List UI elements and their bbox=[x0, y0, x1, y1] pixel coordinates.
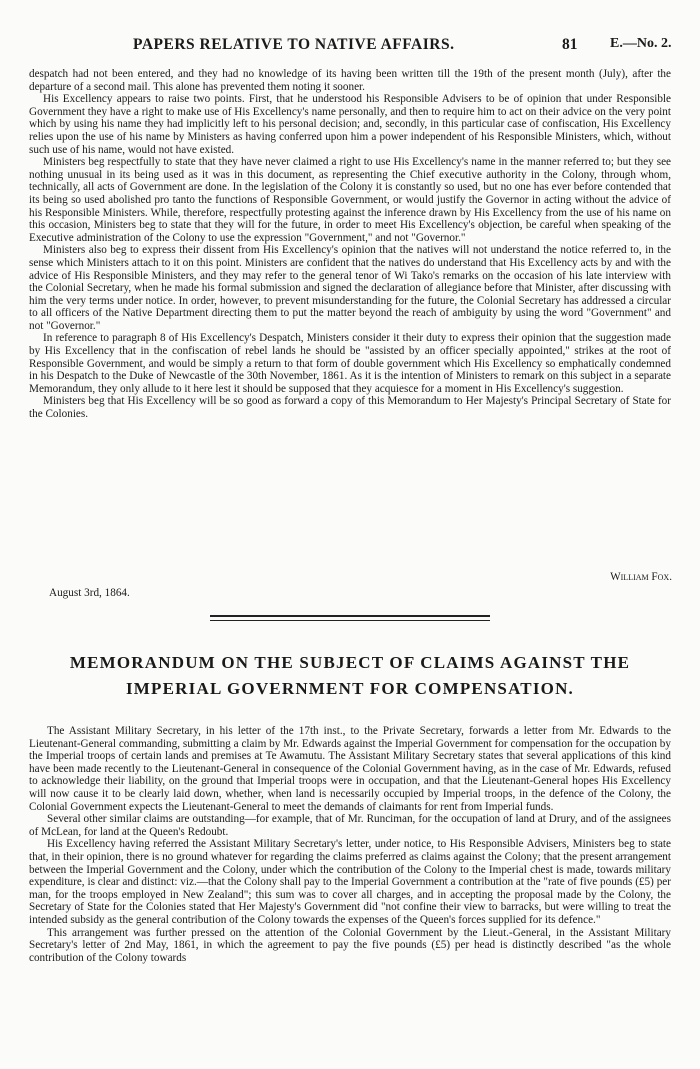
paragraph: His Excellency having referred the Assistant Military Secretary's letter, under notice, to His Responsible Advisers, Ministers beg to state that, in their opinion, there is no ground whatever for regarding the claims preferred as claims against the Colony; that the present arrangement between the Imperial Government and the Colony, under which the contribution of the Colony to the Imperial chest is made, towards military expenditure, is clear and distinct: viz.—that the Colony shall pay to the Imperial Government a contribution at the "rate of five pounds (£5) per man, for the troops employed in New Zealand"; this sum was to cover all charges, and in accepting the proposal made by the Colony, the Secretary of State for the Colonies stated that Her Majesty's Government did "not confine their view to barracks, but were willing to treat the intended subsidy as the general contribution of the Colony towards the expenses of the Queen's forces supplied for its defence." bbox=[29, 838, 671, 926]
memorandum-two-body bbox=[29, 725, 671, 964]
document-reference: E.—No. 2. bbox=[610, 36, 672, 51]
memorandum-two-title bbox=[30, 650, 670, 702]
title-line: MEMORANDUM ON THE SUBJECT OF CLAIMS AGAINST THE bbox=[69, 653, 631, 672]
paragraph: The Assistant Military Secretary, in his letter of the 17th inst., to the Private Secretary, forwards a letter from Mr. Edwards to the Lieutenant-General commanding, submitting a claim by Mr. Edwards against the Imperial Government for compensation for the occupation by the Imperial troops of certain lands and premises at Te Awamutu. The Assistant Military Secretary states that several applications of this kind have been made recently to the Lieutenant-General in consequence of the Colonial Government having, as in the case of Mr. Edwards, refused to acknowledge their liability, on the ground that Imperial troops were in occupation, and that the Lieutenant-General hopes His Excellency will now cause it to be clearly laid down, whether, when land is necessarily occupied by Imperial troops, in the defence of the Colony, the Colonial Government expects the Lieutenant-General to meet the demands of claimants for rent from Imperial funds. bbox=[29, 725, 671, 813]
signature: William Fox. bbox=[610, 571, 672, 583]
paragraph: Ministers beg respectfully to state that they have never claimed a right to use His Excellency's name in the manner referred to; but they see nothing unusual in its being used as it was in this document, as representing the Chief executive authority in the Colony, through whom, technically, all acts of Government are done. In the legislation of the Colony it is constantly so used, but no one has ever before contended that its being so used abolished pro tanto the functions of Responsible Government, or would justify the Governor in acting without the advice of his Responsible Ministers. While, therefore, respectfully protesting against the inference drawn by His Excellency from the use of his name on this occasion, Ministers beg to state that they will for the future, in order to meet His Excellency's objection, be careful when speaking of the Executive administration of the Colony to use the expression "Government," and not "Governor." bbox=[29, 156, 671, 244]
section-divider bbox=[210, 620, 490, 621]
paragraph: In reference to paragraph 8 of His Excellency's Despatch, Ministers consider it their duty to express their opinion that the suggestion made by His Excellency that in the confiscation of rebel lands he should be "assisted by an officer specially appointed," strikes at the root of Responsible Government, and would be simply a return to that form of double government which His Excellency so emphatically condemned in his Despatch to the Duke of Newcastle of the 30th November, 1861. As it is the intention of Ministers to remark on this subject in a separate Memorandum, they only allude to it here lest it should be supposed that they acquiesce for a moment in His Excellency's suggestion. bbox=[29, 332, 671, 395]
section-divider bbox=[210, 615, 490, 617]
paragraph: Ministers beg that His Excellency will be so good as forward a copy of this Memorandum to Her Majesty's Principal Secretary of State for the Colonies. bbox=[29, 395, 671, 421]
paragraph: Several other similar claims are outstanding—for example, that of Mr. Runciman, for the occupation of land at Drury, and of the assignees of McLean, for land at the Queen's Redoubt. bbox=[29, 813, 671, 838]
title-line: IMPERIAL GOVERNMENT FOR COMPENSATION. bbox=[125, 679, 575, 698]
running-header bbox=[0, 36, 700, 56]
header-title: PAPERS RELATIVE TO NATIVE AFFAIRS. bbox=[133, 36, 455, 53]
memorandum-one-body bbox=[29, 68, 671, 421]
page-number: 81 bbox=[562, 36, 578, 53]
paragraph: This arrangement was further pressed on the attention of the Colonial Government by the Lieut.-General, in the Assistant Military Secretary's letter of 2nd May, 1861, in which the agreement to pay the five pounds (£5) per head is distinctly described "as the whole contribution of the Colony towards bbox=[29, 926, 671, 964]
memorandum-date: August 3rd, 1864. bbox=[49, 587, 130, 599]
paragraph: His Excellency appears to raise two points. First, that he understood his Responsible Advisers to be of opinion that under Responsible Government they have a right to make use of His Excellency's name personally, and then to require him to act on their advice on the very point which by using his name they had implicitly left to his personal decision; and, secondly, in this particular case of confiscation, His Excellency relies upon the use of his name by Ministers as having conferred upon him a power independent of his Responsible Ministers, which, without such use of his name, would not have existed. bbox=[29, 93, 671, 156]
paragraph: Ministers also beg to express their dissent from His Excellency's opinion that the natives will not understand the notice referred to, in the sense which Ministers attach to it on this point. Ministers are confident that the natives do understand that His Excellency acts by and with the advice of His Responsible Ministers, and they may refer to the general tenor of Wi Tako's remarks on the occasion of his late interview with the Colonial Secretary, when he made his formal submission and signed the declaration of allegiance before that Minister, after discussing with him the very terms under notice. In order, however, to prevent misunderstanding for the future, the Colonial Secretary has addressed a circular to all officers of the Native Department directing them to put the matter beyond the reach of ambiguity by using the word "Government" and not "Governor." bbox=[29, 244, 671, 332]
paragraph: despatch had not been entered, and they had no knowledge of its having been written till the 19th of the present month (July), after the departure of a second mail. This alone has prevented them noting it sooner. bbox=[29, 68, 671, 93]
